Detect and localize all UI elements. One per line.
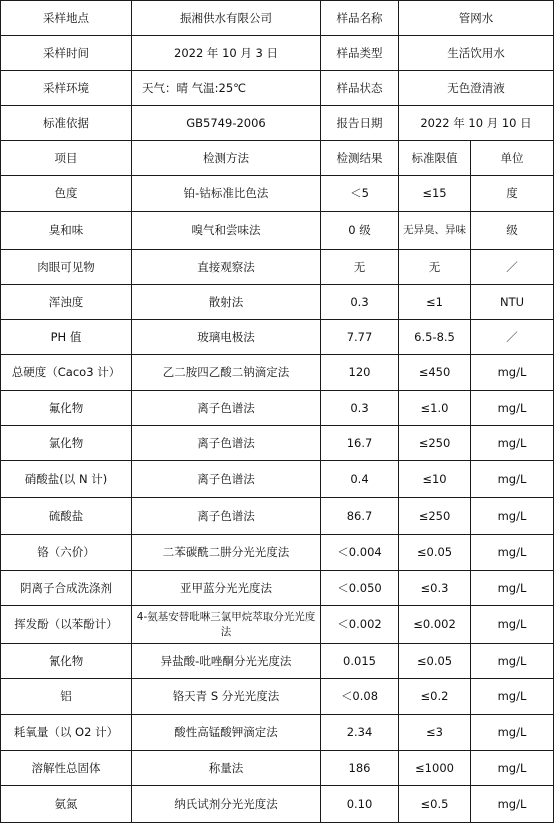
cell-item: 总硬度（Caco3 计） <box>1 355 132 391</box>
cell-limit: ≤0.05 <box>399 644 471 679</box>
column-header-unit: 单位 <box>471 141 554 176</box>
info-label: 采样时间 <box>1 36 132 71</box>
cell-limit: 无 <box>399 250 471 285</box>
cell-item: 硝酸盐(以 N 计) <box>1 461 132 498</box>
cell-item: PH 值 <box>1 320 132 355</box>
table-row <box>1 606 554 644</box>
cell-unit: mg/L <box>471 715 554 751</box>
cell-item: 氯化物 <box>1 426 132 461</box>
table-row <box>1 786 554 823</box>
table-row <box>1 751 554 786</box>
column-header-limit: 标准限值 <box>399 141 471 176</box>
cell-result: 7.77 <box>321 320 399 355</box>
cell-result: 0.3 <box>321 391 399 426</box>
cell-unit: ／ <box>471 250 554 285</box>
cell-result: ＜0.002 <box>321 606 399 644</box>
cell-result: 0.3 <box>321 285 399 320</box>
table-row <box>1 212 554 250</box>
cell-unit: mg/L <box>471 461 554 498</box>
table-row <box>1 355 554 391</box>
cell-item: 铝 <box>1 679 132 715</box>
cell-unit: mg/L <box>471 644 554 679</box>
cell-item: 氰化物 <box>1 644 132 679</box>
cell-method: 离子色谱法 <box>132 391 321 426</box>
info-value: 振湘供水有限公司 <box>132 1 321 36</box>
cell-method: 纳氏试剂分光光度法 <box>132 786 321 823</box>
cell-item: 臭和味 <box>1 212 132 250</box>
column-header-result: 检测结果 <box>321 141 399 176</box>
cell-unit: 度 <box>471 176 554 212</box>
info-value: 2022 年 10 月 10 日 <box>399 106 554 141</box>
info-value: 生活饮用水 <box>399 36 554 71</box>
info-value: 管网水 <box>399 1 554 36</box>
cell-result: ＜0.050 <box>321 571 399 606</box>
cell-item: 阴离子合成洗涤剂 <box>1 571 132 606</box>
cell-item: 耗氧量（以 O2 计） <box>1 715 132 751</box>
cell-limit: ≤1.0 <box>399 391 471 426</box>
cell-unit: mg/L <box>471 786 554 823</box>
table-row <box>1 461 554 498</box>
cell-limit: 6.5-8.5 <box>399 320 471 355</box>
cell-method: 铬天青 S 分光光度法 <box>132 679 321 715</box>
cell-method: 直接观察法 <box>132 250 321 285</box>
table-row <box>1 715 554 751</box>
cell-item: 氟化物 <box>1 391 132 426</box>
cell-result: 2.34 <box>321 715 399 751</box>
cell-result: 无 <box>321 250 399 285</box>
cell-item: 铬（六价） <box>1 535 132 571</box>
cell-limit: ≤0.002 <box>399 606 471 644</box>
table-row <box>1 535 554 571</box>
table-row <box>1 679 554 715</box>
cell-method: 离子色谱法 <box>132 426 321 461</box>
cell-method: 异盐酸-吡唑酮分光光度法 <box>132 644 321 679</box>
cell-item: 色度 <box>1 176 132 212</box>
cell-method: 4-氨基安替吡啉三氯甲烷萃取分光光度法 <box>132 606 321 644</box>
cell-method: 离子色谱法 <box>132 461 321 498</box>
cell-unit: mg/L <box>471 535 554 571</box>
cell-unit: mg/L <box>471 679 554 715</box>
cell-item: 溶解性总固体 <box>1 751 132 786</box>
info-value: 无色澄清液 <box>399 71 554 106</box>
cell-limit: ≤250 <box>399 426 471 461</box>
info-label: 标准依据 <box>1 106 132 141</box>
cell-method: 称量法 <box>132 751 321 786</box>
cell-unit: mg/L <box>471 426 554 461</box>
cell-limit: ≤0.3 <box>399 571 471 606</box>
cell-limit: ≤15 <box>399 176 471 212</box>
cell-result: 120 <box>321 355 399 391</box>
table-row <box>1 391 554 426</box>
info-row <box>1 36 554 71</box>
cell-limit: ≤0.5 <box>399 786 471 823</box>
cell-limit: ≤1000 <box>399 751 471 786</box>
cell-method: 乙二胺四乙酸二钠滴定法 <box>132 355 321 391</box>
cell-unit: mg/L <box>471 391 554 426</box>
cell-limit: ≤10 <box>399 461 471 498</box>
info-label: 采样地点 <box>1 1 132 36</box>
cell-result: 0.015 <box>321 644 399 679</box>
info-label: 样品状态 <box>321 71 399 106</box>
cell-result: 0 级 <box>321 212 399 250</box>
cell-result: ＜0.004 <box>321 535 399 571</box>
cell-limit: 无异臭、异味 <box>399 212 471 250</box>
info-row <box>1 71 554 106</box>
cell-unit: mg/L <box>471 498 554 535</box>
cell-method: 嗅气和尝味法 <box>132 212 321 250</box>
cell-result: 86.7 <box>321 498 399 535</box>
cell-item: 挥发酚（以苯酚计） <box>1 606 132 644</box>
table-row <box>1 250 554 285</box>
cell-result: 186 <box>321 751 399 786</box>
cell-result: 0.4 <box>321 461 399 498</box>
table-row <box>1 498 554 535</box>
cell-item: 肉眼可见物 <box>1 250 132 285</box>
column-header-method: 检测方法 <box>132 141 321 176</box>
cell-unit: mg/L <box>471 571 554 606</box>
cell-method: 离子色谱法 <box>132 498 321 535</box>
cell-method: 二苯碳酰二肼分光光度法 <box>132 535 321 571</box>
cell-item: 硫酸盐 <box>1 498 132 535</box>
cell-item: 氨氮 <box>1 786 132 823</box>
info-label: 样品类型 <box>321 36 399 71</box>
info-value: GB5749-2006 <box>132 106 321 141</box>
table-row <box>1 644 554 679</box>
cell-limit: ≤0.2 <box>399 679 471 715</box>
cell-method: 亚甲蓝分光光度法 <box>132 571 321 606</box>
info-row <box>1 1 554 36</box>
cell-method: 铂-钴标准比色法 <box>132 176 321 212</box>
table-row <box>1 320 554 355</box>
info-label: 采样环境 <box>1 71 132 106</box>
column-header-item: 项目 <box>1 141 132 176</box>
cell-unit: 级 <box>471 212 554 250</box>
cell-method: 玻璃电极法 <box>132 320 321 355</box>
cell-method: 散射法 <box>132 285 321 320</box>
cell-limit: ≤250 <box>399 498 471 535</box>
table-row <box>1 176 554 212</box>
info-value: 天气：晴 气温:25℃ <box>132 71 321 106</box>
cell-limit: ≤3 <box>399 715 471 751</box>
cell-unit: mg/L <box>471 751 554 786</box>
cell-unit: mg/L <box>471 606 554 644</box>
info-row <box>1 106 554 141</box>
cell-unit: mg/L <box>471 355 554 391</box>
info-label: 样品名称 <box>321 1 399 36</box>
cell-result: ＜5 <box>321 176 399 212</box>
cell-unit: NTU <box>471 285 554 320</box>
cell-limit: ≤1 <box>399 285 471 320</box>
info-label: 报告日期 <box>321 106 399 141</box>
cell-limit: ≤0.05 <box>399 535 471 571</box>
table-row <box>1 285 554 320</box>
column-header-row <box>1 141 554 176</box>
cell-result: 16.7 <box>321 426 399 461</box>
cell-limit: ≤450 <box>399 355 471 391</box>
cell-method: 酸性高锰酸钾滴定法 <box>132 715 321 751</box>
cell-item: 浑浊度 <box>1 285 132 320</box>
info-value: 2022 年 10 月 3 日 <box>132 36 321 71</box>
cell-result: ＜0.08 <box>321 679 399 715</box>
cell-unit: ／ <box>471 320 554 355</box>
table-row <box>1 571 554 606</box>
cell-result: 0.10 <box>321 786 399 823</box>
table-row <box>1 426 554 461</box>
